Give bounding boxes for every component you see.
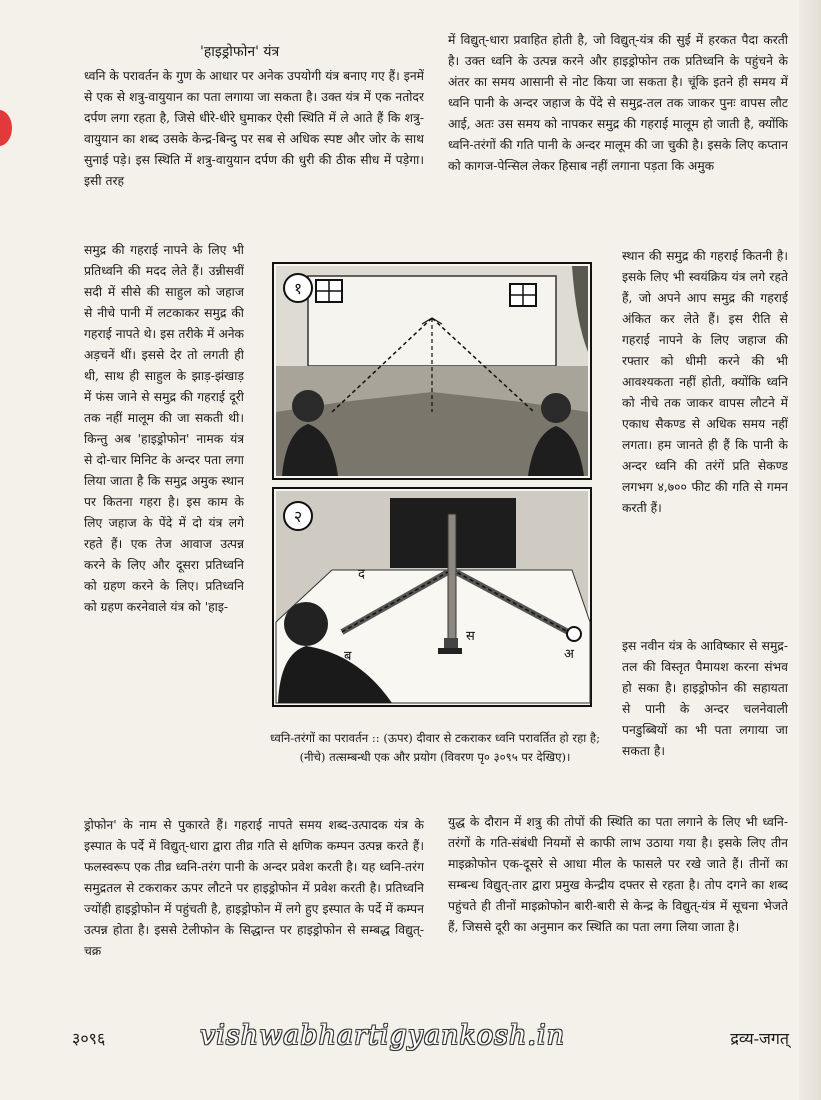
paragraph-right-column-2: इस नवीन यंत्र के आविष्कार से समुद्र-तल की विस्तृत पैमायश करना संभव हो सका है। हाइड्रोफोन की सहायता से पानी के अन्दर चलनेवाली पनडुब्बियों का भी पता लगाया जा सकता है।: [622, 639, 788, 758]
page-number: ३०९६: [72, 1029, 106, 1048]
figure-label-b: ब: [344, 649, 352, 664]
page-binding-strip: [799, 0, 821, 1100]
figure-label-s: स: [466, 629, 475, 644]
panel-1-number: १: [293, 279, 303, 298]
panel-2-number: २: [293, 507, 303, 526]
paragraph-right-top: में विद्युत्-धारा प्रवाहित होती है, जो विद्युत्-यंत्र की सुई में हरकत पैदा करती है। उक्त ध्वनि के उत्पन्न करने और हाइड्रोफोन तक प्रतिध्वनि के पहुंचने के अंतर का समय आसानी से नोट किया जा सकता है। चूंकि इतने ही समय में ध्वनि पानी के अन्दर जहाज के पेंदे से समुद्र-तल तक जाकर पुनः वापस लौट आई, अतः उस समय को नापकर समुद्र की गहराई मालूम हो जाती है, क्योंकि ध्वनि-तरंगों की गति पानी के अन्दर मालूम की जा चुकी है। इसके लिए कप्तान को कागज-पेन्सिल लेकर हिसाब नहीं लगाना पड़ता कि अमुक: [448, 33, 788, 173]
paragraph-left-column: समुद्र की गहराई नापने के लिए भी प्रतिध्वनि की मदद लेते हैं। उन्नीसवीं सदी में सीसे की साहुल को जहाज से नीचे पानी में लटकाकर समुद्र की गहराई नापते थे। इस तरीके में अनेक अड़चनें थीं। इससे देर तो लगती ही थी, साथ ही साहुल के झाड़-झंखाड़ में फंस जाने से समुद्र की गहराई दूरी तक नहीं मालूम की जा सकती थी। किन्तु अब 'हाइड्रोफोन' नामक यंत्र से दो-चार मिनिट के अन्दर पता लगा लिया जाता है कि समुद्र अमुक स्थान पर कितना गहरा है। इस काम के लिए जहाज के पेंदे में दो यंत्र लगे रहते हैं। एक तेज आवाज उत्पन्न करने के लिए और दूसरा प्रतिध्वनि को ग्रहण करने के लिए। प्रतिध्वनि को ग्रहण करनेवाले यंत्र को 'हाइ-: [84, 243, 244, 614]
paragraph-left-bottom: ड्रोफोन' के नाम से पुकारते हैं। गहराई नापते समय शब्द-उत्पादक यंत्र के इस्पात के पर्दे में विद्युत्-धारा द्वारा तीव्र गति से क्षणिक कम्पन उत्पन्न करते हैं। फलस्वरूप एक तीव्र ध्वनि-तरंग पानी के अन्दर प्रवेश करती है। यह ध्वनि-तरंग समुद्रतल से टकराकर ऊपर लौटने पर हाइड्रोफोन में प्रवेश करती है। प्रतिध्वनि ज्योंही हाइड्रोफोन में पहुंचती है, हाइड्रोफोन में लगे हुए इस्पात के पर्दे में कम्पन उत्पन्न होता है। इससे टेलीफोन के सिद्धान्त पर हाइड्रोफोन से सम्बद्ध विद्युत्-चक्र: [84, 818, 424, 958]
article-heading: 'हाइड्रोफोन' यंत्र: [200, 44, 280, 60]
paragraph-right-bottom: युद्ध के दौरान में शत्रु की तोपों की स्थिति का पता लगाने के लिए भी ध्वनि-तरंगों के गति-संबंधी नियमों से काफी लाभ उठाया गया है। इसके लिए तीन माइक्रोफोन एक-दूसरे से आधा मील के फासले पर रखे जाते हैं। तीनों का सम्बन्ध विद्युत्-तार द्वारा प्रमुख केन्द्रीय दफ्तर से रहता है। तोप दगने का शब्द पहुंचते ही तीनों माइक्रोफोन बारी-बारी से केन्द्र के विद्युत्-यंत्र में सूचना भेजते हैं, जिससे दूरी का अनुमान कर स्थिति का पता लगा लिया जाता है।: [448, 815, 788, 934]
figure-caption: ध्वनि-तरंगों का परावर्तन :: (ऊपर) दीवार से टकराकर ध्वनि परावर्तित हो रहा है; (नीचे) तत्सम्बन्धी एक और प्रयोग (विवरण पृ० ३०९५ पर देखिए)।: [270, 731, 600, 764]
figure-label-a: अ: [564, 647, 574, 662]
sound-reflection-figure: [272, 262, 592, 708]
figure-panel-2: [273, 488, 591, 706]
paragraph-intro: ध्वनि के परावर्तन के गुण के आधार पर अनेक उपयोगी यंत्र बनाए गए हैं। इनमें से एक से शत्रु-वायुयान का पता लगाया जा सकता है। उक्त यंत्र में एक नतोदर दर्पण लगा रहता है, जिसे धीरे-धीरे घुमाकर ऐसी स्थिति में ले आते हैं कि शत्रु-वायुयान का शब्द उसके केन्द्र-बिन्दु पर सब से अधिक स्पष्ट और जोर के साथ सुनाई पड़े। इस स्थिति में शत्रु-वायुयान दर्पण की धुरी की ठीक सीध में पड़ेगा। इसी तरह: [84, 69, 424, 188]
journal-name: द्रव्य-जगत्: [730, 1029, 789, 1048]
figure-panel-1: [273, 263, 591, 479]
website-watermark: vishwabhartigyankosh.in: [200, 1020, 565, 1051]
paragraph-right-column: स्थान की समुद्र की गहराई कितनी है। इसके लिए भी स्वयंक्रिय यंत्र लगे रहते हैं, जो अपने आप समुद्र की गहराई अंकित कर लेते हैं। इस रीति से गहराई नापने के लिए जहाज की रफ्तार को धीमी करने की भी आवश्यकता नहीं होती, क्योंकि ध्वनि को नीचे तक जाकर वापस लौटने में एकाध सैकण्ड से अधिक समय नहीं लगता। हम जानते ही हैं कि पानी के अन्दर ध्वनि की तरंगें प्रति सेकण्ड लगभग ४,७०० फीट की गति से गमन करती हैं।: [622, 249, 788, 515]
page-edge-mark: [0, 110, 12, 146]
figure-label-d: द: [358, 567, 365, 582]
figure-illustration: [272, 262, 592, 708]
